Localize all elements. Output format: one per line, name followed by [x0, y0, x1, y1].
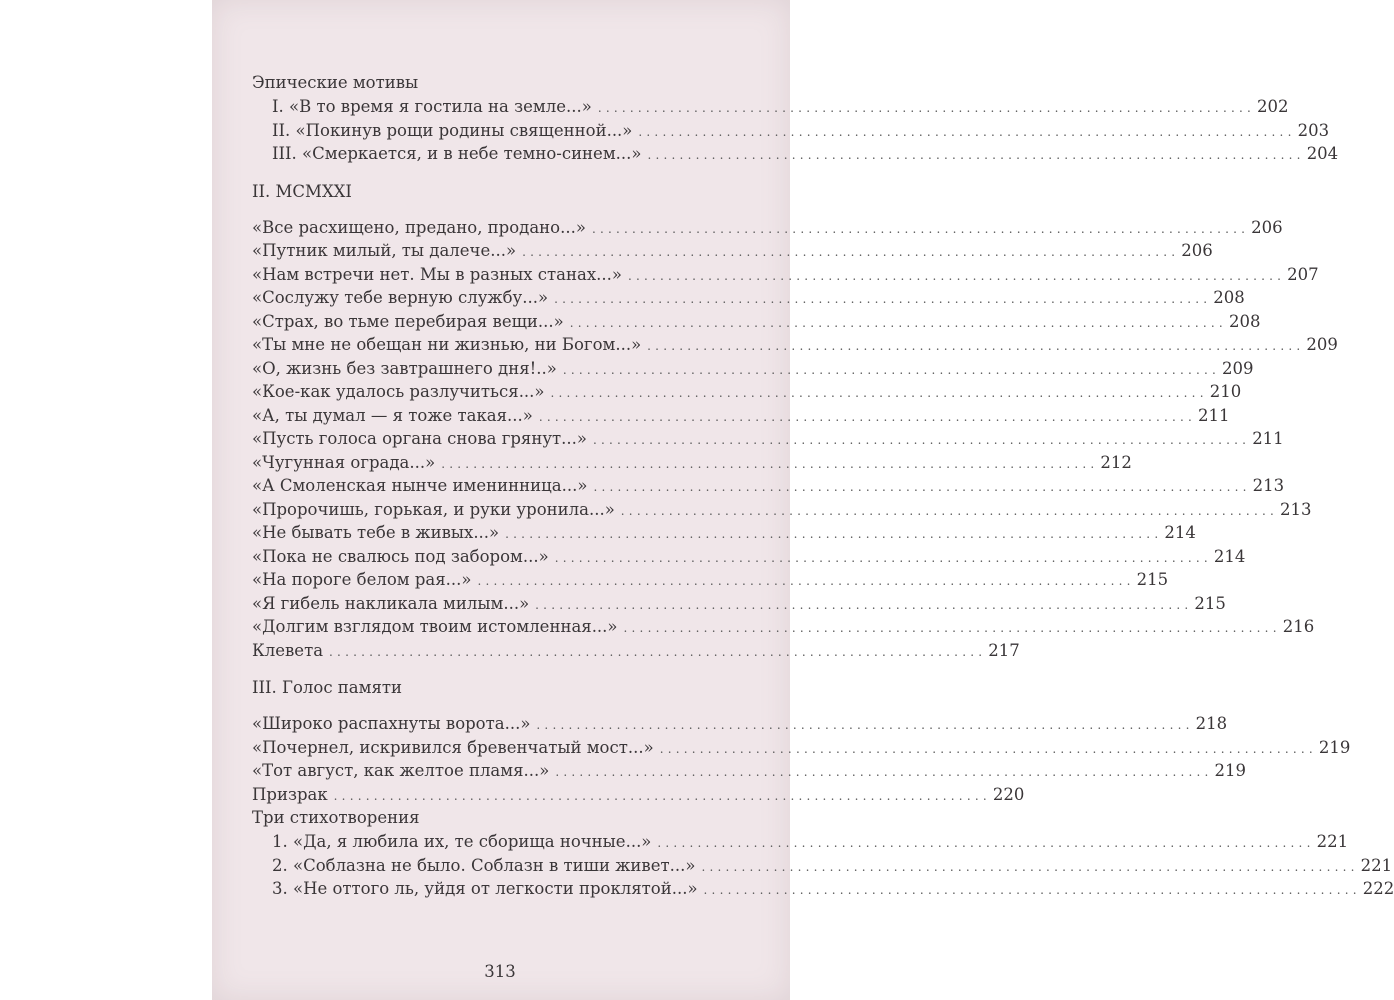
entry-page: 209 — [1306, 335, 1338, 354]
entry-title: «Почернел, искривился бревенчатый мост...» — [252, 737, 654, 757]
entry-title: «Я гибель накликала милым...» — [252, 593, 530, 613]
dot-leader: .................................................................................. — [555, 765, 1213, 779]
entry-title: «Кое-как удалось разлучиться...» — [252, 382, 545, 401]
dot-leader: .................................................................................. — [329, 644, 987, 659]
entry-title: «Чугунная ограда...» — [252, 452, 436, 472]
entry-page: 215 — [1136, 570, 1169, 589]
entry-page: 214 — [1213, 546, 1246, 566]
dot-leader: .................................................................................. — [627, 268, 1286, 283]
entry-title: «Все расхищено, предано, продано...» — [252, 217, 586, 237]
entry-title: «Страх, во тьме перебирая вещи...» — [252, 311, 564, 331]
dot-leader: .................................................................................. — [638, 124, 1296, 139]
toc-entry — [252, 545, 1246, 569]
entry-title: 1. «Да, я любила их, те сборища ночные...» — [272, 832, 652, 851]
toc-entry — [252, 95, 1289, 119]
toc-entry — [252, 451, 1132, 475]
entry-title: «Нам встречи нет. Мы в разных станах...» — [252, 264, 622, 284]
entry-page: 207 — [1287, 264, 1319, 284]
toc-entry — [252, 830, 1349, 854]
toc-entry — [252, 142, 1339, 166]
toc-entry — [252, 119, 1330, 143]
entry-page: 206 — [1251, 217, 1283, 237]
entry-title: III. «Смеркается, и в небе темно-синем...» — [272, 144, 642, 163]
toc-entry — [252, 592, 1226, 616]
entry-title: I. «В то время я гостила на земле...» — [272, 97, 592, 116]
entry-title: II. «Покинув рощи родины священной...» — [272, 120, 633, 140]
dot-leader: .................................................................................. — [657, 836, 1315, 850]
page-number: 313 — [484, 962, 516, 981]
entry-page: 220 — [992, 784, 1025, 804]
toc-entry — [252, 521, 1196, 545]
toc-entry — [252, 357, 1254, 381]
entry-page: 213 — [1252, 476, 1285, 495]
toc-entry — [252, 216, 1283, 240]
dot-leader: .................................................................................. — [623, 621, 1281, 635]
entry-title: «Путник милый, ты далече...» — [252, 241, 517, 260]
toc-entry — [252, 404, 1230, 428]
toc-entry — [252, 380, 1242, 404]
dot-leader: .................................................................................. — [550, 386, 1208, 400]
table-of-contents — [252, 71, 1394, 901]
dot-leader: .................................................................................. — [597, 101, 1255, 115]
entry-page: 202 — [1257, 97, 1289, 116]
dot-leader: .................................................................................. — [620, 503, 1278, 518]
entry-page: 222 — [1362, 879, 1394, 898]
toc-entry — [252, 639, 1020, 663]
entry-title: «Пока не свалюсь под забором...» — [252, 546, 549, 566]
dot-leader: .................................................................................. — [536, 718, 1194, 732]
dot-leader: .................................................................................. — [701, 859, 1359, 874]
entry-page: 203 — [1297, 120, 1330, 140]
toc-entry — [252, 854, 1393, 878]
entry-page: 215 — [1194, 593, 1226, 613]
toc-entry — [252, 310, 1261, 334]
entry-page: 221 — [1316, 832, 1349, 851]
section-heading-three-poems: Три стихотворения — [252, 808, 420, 827]
dot-leader: .................................................................................. — [659, 741, 1317, 756]
entry-page: 213 — [1279, 499, 1312, 519]
toc-entry — [252, 877, 1394, 901]
entry-title: «На пороге белом рая...» — [252, 570, 472, 589]
entry-title: Призрак — [252, 784, 328, 804]
dot-leader: .................................................................................. — [703, 883, 1361, 897]
dot-leader: .................................................................................. — [554, 292, 1212, 306]
toc-entry — [252, 615, 1315, 639]
section-heading-mcmxxi: II. MCMXXI — [252, 181, 352, 201]
dot-leader: .................................................................................. — [562, 362, 1221, 377]
dot-leader: .................................................................................. — [591, 221, 1250, 236]
entry-page: 211 — [1198, 405, 1230, 425]
dot-leader: .................................................................................. — [593, 480, 1251, 494]
entry-page: 206 — [1181, 241, 1213, 260]
entry-page: 219 — [1318, 737, 1351, 757]
entry-title: «А Смоленская нынче именинница...» — [252, 476, 588, 495]
dot-leader: .................................................................................. — [535, 597, 1193, 612]
toc-entry — [252, 568, 1169, 592]
entry-title: «Сослужу тебе верную службу...» — [252, 288, 549, 307]
toc-entry — [252, 239, 1213, 263]
toc-entry — [252, 474, 1285, 498]
entry-page: 211 — [1252, 429, 1284, 448]
toc-entry — [252, 736, 1351, 760]
entry-title: 3. «Не оттого ль, уйдя от легкости проклятой...» — [272, 879, 698, 898]
section-heading-voice-of-memory: III. Голос памяти — [252, 678, 403, 697]
dot-leader: .................................................................................. — [333, 788, 991, 803]
entry-title: «А, ты думал — я тоже такая...» — [252, 405, 533, 425]
entry-page: 214 — [1164, 523, 1196, 542]
entry-title: «Не бывать тебе в живых...» — [252, 523, 500, 542]
toc-entry — [252, 498, 1312, 522]
dot-leader: .................................................................................. — [554, 550, 1212, 565]
dot-leader: .................................................................................. — [505, 527, 1163, 541]
entry-page: 209 — [1222, 358, 1254, 378]
toc-entry — [252, 783, 1025, 807]
entry-page: 208 — [1228, 311, 1261, 331]
entry-page: 219 — [1214, 761, 1247, 780]
entry-page: 208 — [1213, 288, 1245, 307]
section-heading-epic: Эпические мотивы — [252, 73, 419, 92]
entry-title: «Долгим взглядом твоим истомленная...» — [252, 617, 618, 636]
dot-leader: .................................................................................. — [522, 245, 1180, 259]
entry-title: Клевета — [252, 640, 324, 660]
entry-page: 221 — [1360, 855, 1393, 875]
entry-page: 218 — [1195, 714, 1228, 733]
toc-entry — [252, 427, 1284, 451]
entry-title: «Пусть голоса органа снова грянут...» — [252, 429, 587, 448]
entry-title: «Широко распахнуты ворота...» — [252, 714, 531, 733]
entry-page: 217 — [988, 640, 1020, 660]
toc-entry — [252, 759, 1247, 783]
entry-title: «Тот август, как желтое пламя...» — [252, 761, 550, 780]
entry-page: 204 — [1306, 144, 1339, 163]
dot-leader: .................................................................................. — [569, 315, 1227, 330]
toc-entry — [252, 333, 1338, 357]
entry-title: «О, жизнь без завтрашнего дня!..» — [252, 358, 557, 378]
entry-title: 2. «Соблазна не было. Соблазн в тиши живет...» — [272, 855, 696, 875]
entry-page: 216 — [1282, 617, 1315, 636]
dot-leader: .................................................................................. — [477, 574, 1135, 588]
dot-leader: .................................................................................. — [647, 339, 1305, 353]
toc-entry — [252, 712, 1228, 736]
entry-title: «Пророчишь, горькая, и руки уронила...» — [252, 499, 615, 519]
dot-leader: .................................................................................. — [538, 409, 1197, 424]
toc-entry — [252, 263, 1319, 287]
dot-leader: .................................................................................. — [647, 148, 1305, 162]
dot-leader: .................................................................................. — [593, 433, 1251, 447]
entry-page: 210 — [1209, 382, 1242, 401]
dot-leader: .................................................................................. — [441, 456, 1099, 471]
toc-entry — [252, 286, 1245, 310]
entry-page: 212 — [1100, 452, 1132, 472]
entry-title: «Ты мне не обещан ни жизнью, ни Богом...» — [252, 335, 642, 354]
